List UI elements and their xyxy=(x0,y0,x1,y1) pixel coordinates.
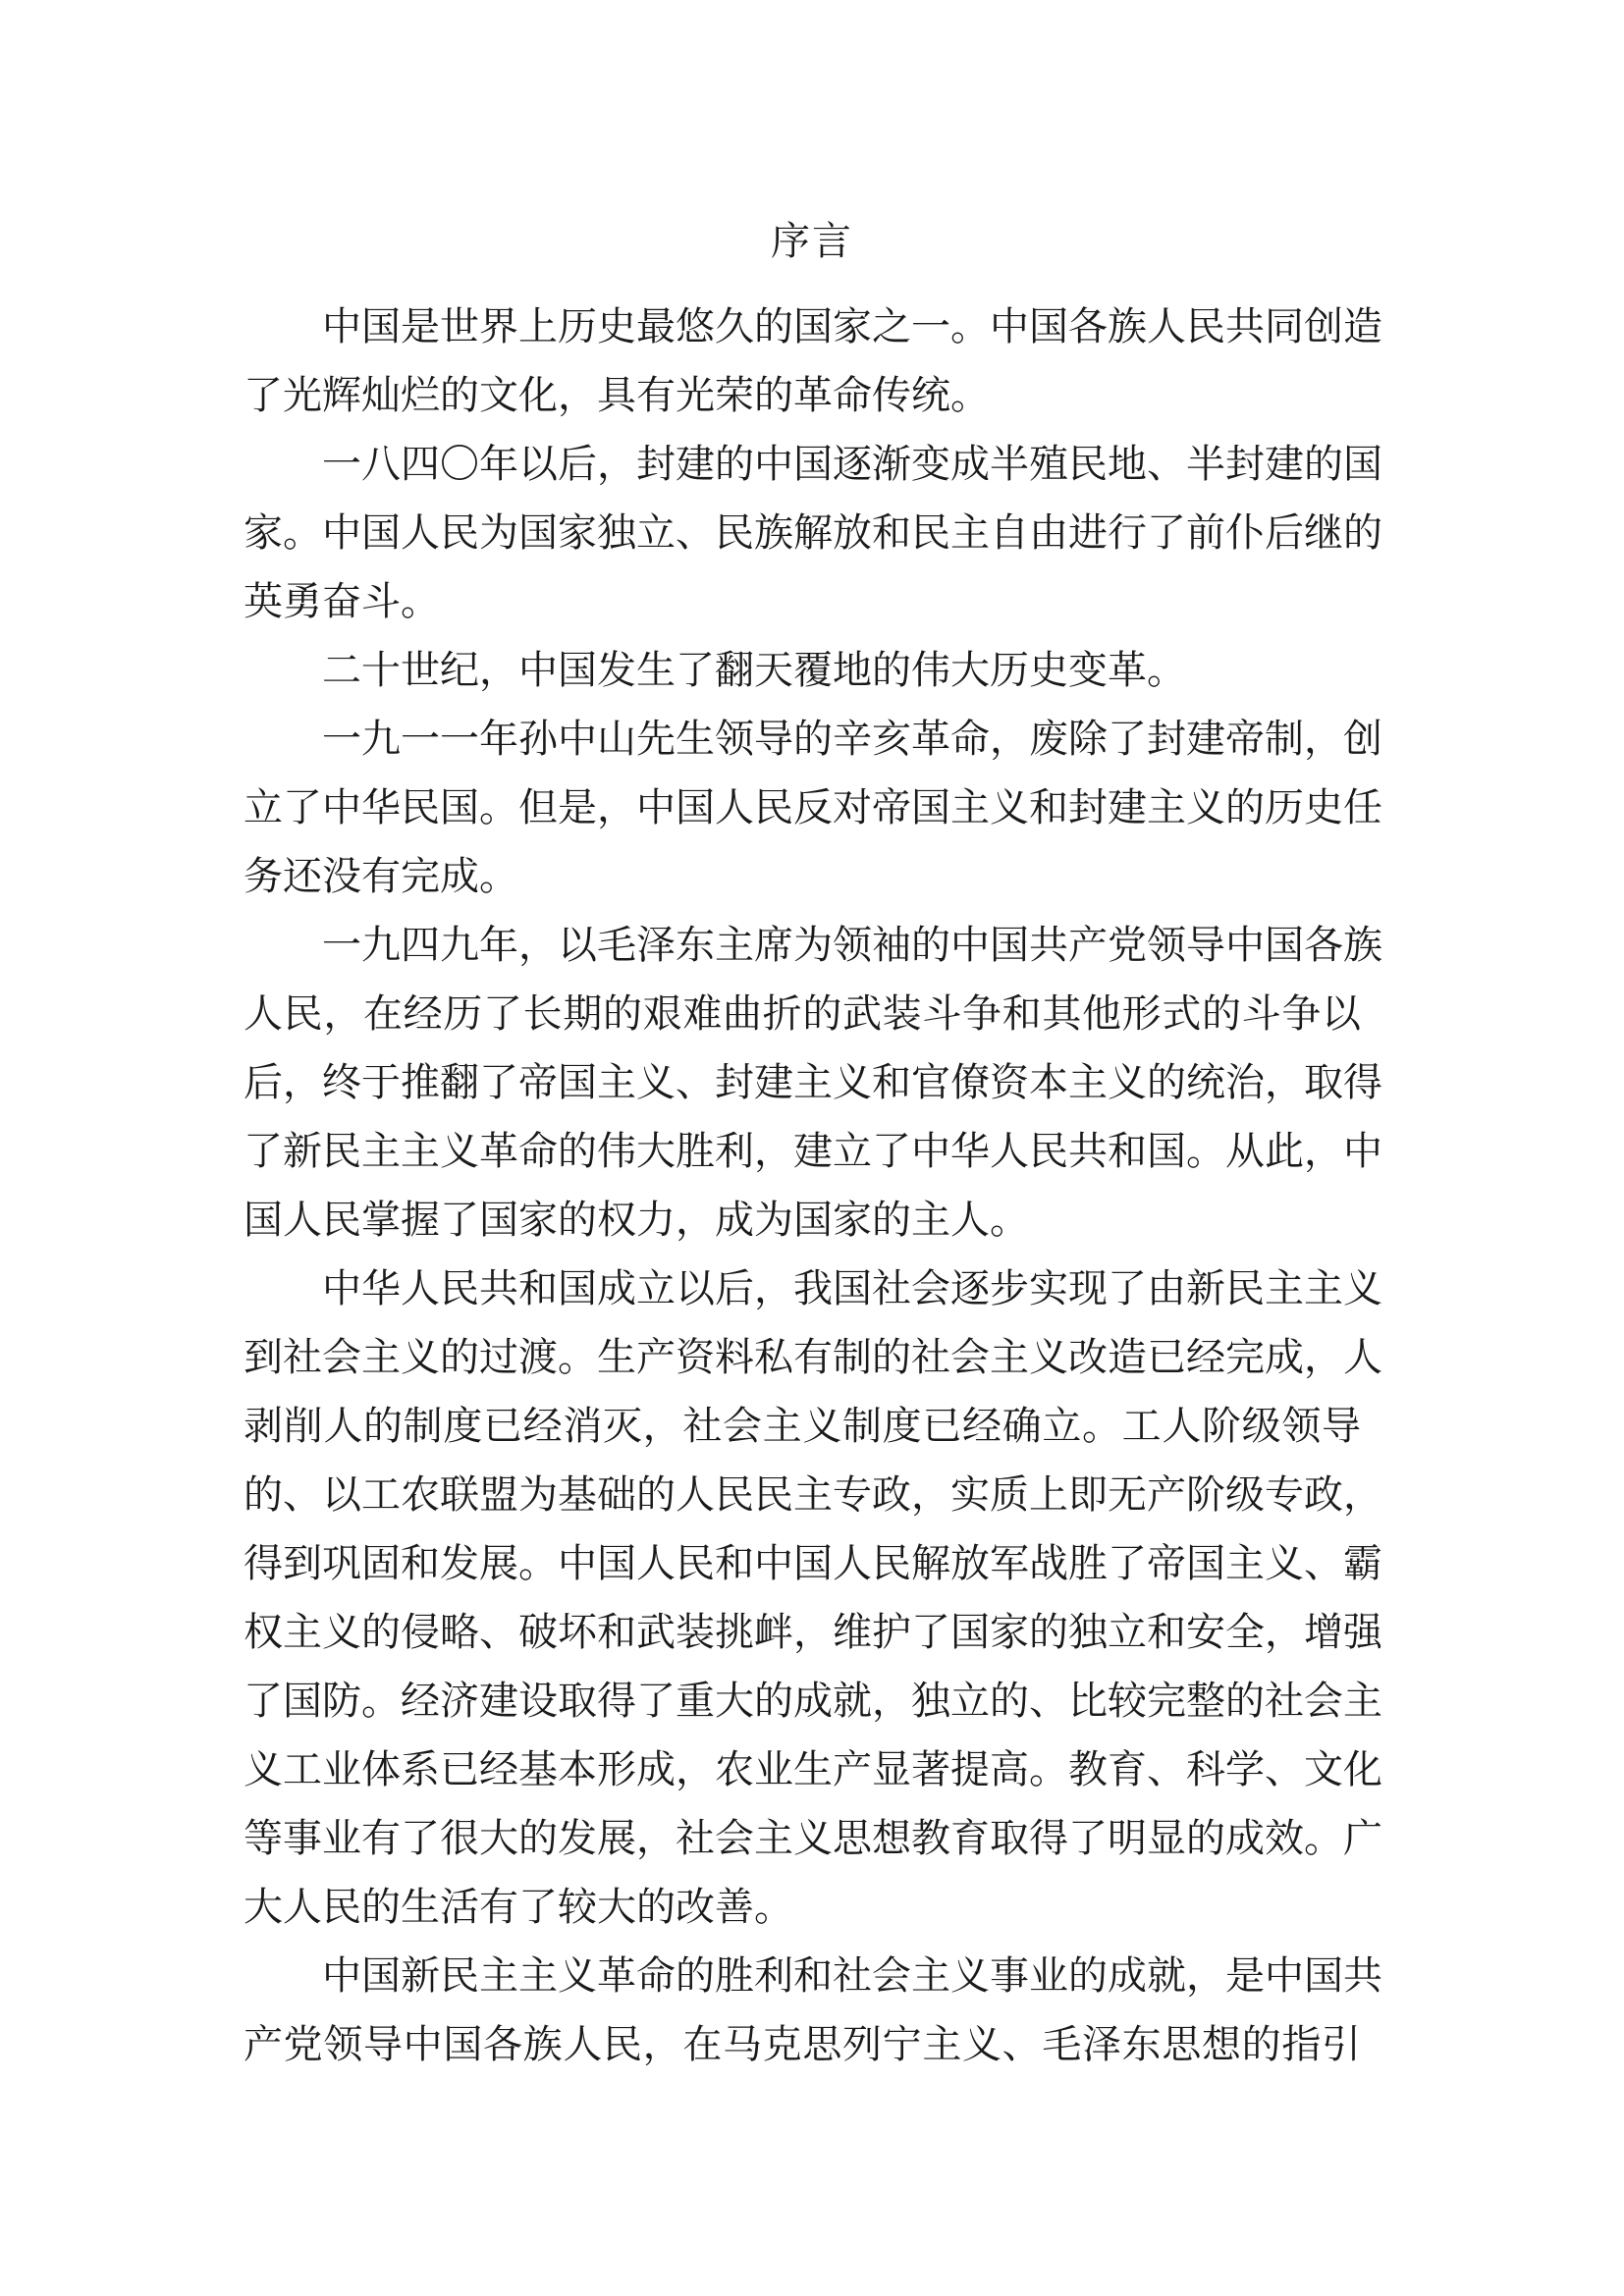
paragraph-line: 后，终于推翻了帝国主义、封建主义和官僚资本主义的统治，取得 xyxy=(244,1060,1382,1105)
paragraph-line: 产党领导中国各族人民，在马克思列宁主义、毛泽东思想的指引 xyxy=(244,2022,1361,2067)
paragraph-line: 义工业体系已经基本形成，农业生产显著提高。教育、科学、文化 xyxy=(244,1747,1382,1792)
paragraph xyxy=(244,1255,1382,1942)
paragraph xyxy=(244,911,1382,1255)
paragraph-line: 中国是世界上历史最悠久的国家之一。中国各族人民共同创造 xyxy=(322,304,1382,349)
paragraph-line: 人民，在经历了长期的艰难曲折的武装斗争和其他形式的斗争以 xyxy=(244,991,1361,1037)
paragraph-line: 国人民掌握了国家的权力，成为国家的主人。 xyxy=(244,1198,1029,1243)
paragraph-line: 中华人民共和国成立以后，我国社会逐步实现了由新民主主义 xyxy=(322,1266,1382,1311)
paragraph xyxy=(244,1942,1382,2079)
page-title: 序言 xyxy=(771,219,853,264)
paragraph xyxy=(244,430,1382,636)
paragraph-line: 剥削人的制度已经消灭，社会主义制度已经确立。工人阶级领导 xyxy=(244,1404,1361,1449)
paragraph-line: 到社会主义的过渡。生产资料私有制的社会主义改造已经完成，人 xyxy=(244,1335,1382,1380)
paragraph-line: 二十世纪，中国发生了翻天覆地的伟大历史变革。 xyxy=(322,648,1186,693)
paragraph-line: 了国防。经济建设取得了重大的成就，独立的、比较完整的社会主 xyxy=(244,1679,1382,1724)
paragraph-line: 的、以工农联盟为基础的人民民主专政，实质上即无产阶级专政， xyxy=(244,1472,1382,1518)
paragraph xyxy=(244,636,1361,705)
paragraph-line: 立了中华民国。但是，中国人民反对帝国主义和封建主义的历史任 xyxy=(244,785,1382,830)
paragraph-line: 中国新民主主义革命的胜利和社会主义事业的成就，是中国共 xyxy=(322,1953,1382,1999)
paragraph xyxy=(244,293,1382,430)
paragraph-line: 了新民主主义革命的伟大胜利，建立了中华人民共和国。从此，中 xyxy=(244,1129,1382,1174)
paragraph xyxy=(244,705,1382,911)
paragraph-line: 得到巩固和发展。中国人民和中国人民解放军战胜了帝国主义、霸 xyxy=(244,1541,1382,1586)
paragraph-line: 大人民的生活有了较大的改善。 xyxy=(244,1885,793,1930)
paragraph-line: 了光辉灿烂的文化，具有光荣的革命传统。 xyxy=(244,373,990,418)
paragraph-line: 英勇奋斗。 xyxy=(244,579,440,624)
paragraph-line: 一九一一年孙中山先生领导的辛亥革命，废除了封建帝制，创 xyxy=(322,717,1382,762)
paragraph-line: 一八四〇年以后，封建的中国逐渐变成半殖民地、半封建的国 xyxy=(322,442,1382,487)
paragraph-line: 一九四九年，以毛泽东主席为领袖的中国共产党领导中国各族 xyxy=(322,923,1382,968)
paragraph-line: 家。中国人民为国家独立、民族解放和民主自由进行了前仆后继的 xyxy=(244,510,1382,556)
paragraph-line: 权主义的侵略、破坏和武装挑衅，维护了国家的独立和安全，增强 xyxy=(244,1610,1382,1655)
paragraph-line: 务还没有完成。 xyxy=(244,854,518,899)
document-body xyxy=(244,293,1382,2079)
paragraph-line: 等事业有了很大的发展，社会主义思想教育取得了明显的成效。广 xyxy=(244,1816,1382,1861)
